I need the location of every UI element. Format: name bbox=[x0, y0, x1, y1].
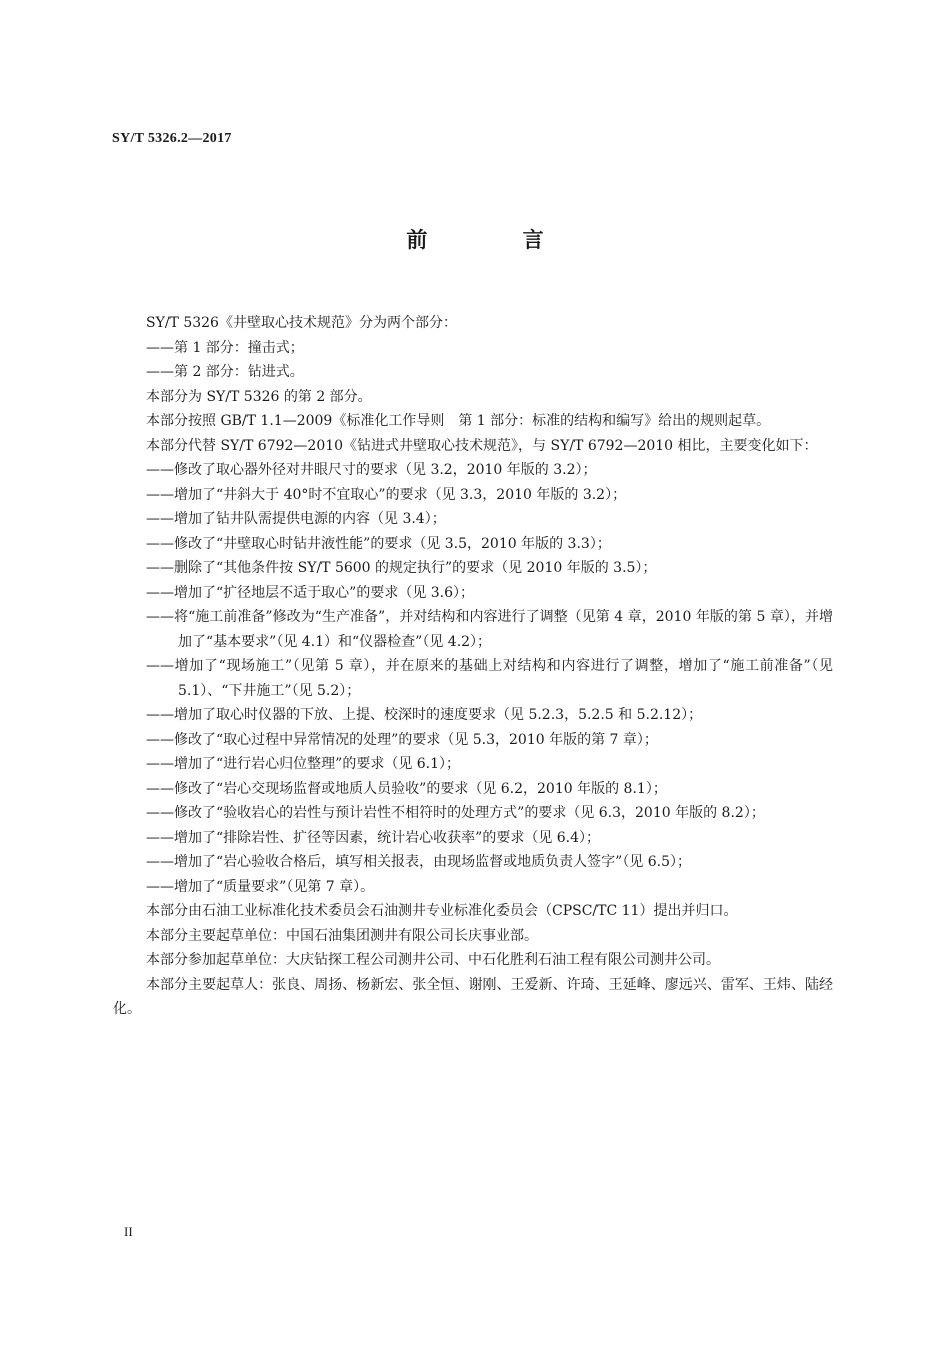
change-item: ——修改了“取心过程中异常情况的处理”的要求（见 5.3，2010 年版的第 7 章）； bbox=[146, 731, 658, 748]
change-item: ——删除了“其他条件按 SY/T 5600 的规定执行”的要求（见 2010 年版的 3.5）； bbox=[146, 560, 657, 576]
intro-paragraph: 本部分为 SY/T 5326 的第 2 部分。 bbox=[146, 388, 372, 405]
intro-paragraph: 本部分按照 GB/T 1.1—2009《标准化工作导则 第 1 部分：标准的结构和编写》给出的规则起草。 bbox=[146, 413, 771, 429]
closing-paragraph: 本部分主要起草单位：中国石油集团测井有限公司长庆事业部。 bbox=[146, 927, 538, 944]
closing-paragraph: 本部分主要起草人：张良、周扬、杨新宏、张全恒、谢刚、王爱新、许琦、王延峰、廖远兴、雷军、王炜、陆经化。 bbox=[113, 976, 833, 1017]
change-item: ——增加了“扩径地层不适于取心”的要求（见 3.6）； bbox=[146, 584, 475, 601]
change-item: ——修改了“井壁取心时钻井液性能”的要求（见 3.5，2010 年版的 3.3）； bbox=[146, 535, 611, 552]
closing-paragraph: 本部分参加起草单位：大庆钻探工程公司测井公司、中石化胜利石油工程有限公司测井公司。 bbox=[146, 952, 720, 968]
change-item: ——将“施工前准备”修改为“生产准备”，并对结构和内容进行了调整（见第 4 章，2010 年版的第 5 章），并增加了“基本要求”（见 4.1）和“仪器检查”（见 4.2）； bbox=[146, 609, 833, 650]
change-item: ——增加了“排除岩性、扩径等因素，统计岩心收获率”的要求（见 6.4）； bbox=[146, 829, 601, 846]
intro-paragraph: 本部分代替 SY/T 6792—2010《钻进式井壁取心技术规范》，与 SY/T 6792—2010 相比，主要变化如下： bbox=[146, 437, 818, 454]
change-item: ——增加了“进行岩心归位整理”的要求（见 6.1）； bbox=[146, 756, 461, 772]
change-item: ——增加了“现场施工”（见第 5 章），并在原来的基础上对结构和内容进行了调整，增加了“施工前准备”（见 5.1）、“下井施工”（见 5.2）； bbox=[146, 658, 833, 699]
document-body bbox=[113, 311, 833, 1022]
change-item: ——增加了“井斜大于 40°时不宜取心”的要求（见 3.3，2010 年版的 3.2）； bbox=[146, 486, 627, 503]
change-item: ——修改了“验收岩心的岩性与预计岩性不相符时的处理方式”的要求（见 6.3，2010 年版的 8.2）； bbox=[146, 805, 765, 821]
part-list-item: ——第 1 部分：撞击式； bbox=[146, 339, 304, 356]
page-title: 前 言 bbox=[406, 228, 588, 252]
closing-paragraph: 本部分由石油工业标准化技术委员会石油测井专业标准化委员会（CPSC/TC 11）提出并归口。 bbox=[146, 903, 738, 919]
change-item: ——增加了钻井队需提供电源的内容（见 3.4）； bbox=[146, 511, 446, 527]
change-item: ——修改了“岩心交现场监督或地质人员验收”的要求（见 6.2，2010 年版的 8.1）； bbox=[146, 780, 667, 797]
standard-number: SY/T 5326.2—2017 bbox=[112, 131, 232, 146]
change-item: ——增加了“岩心验收合格后，填写相关报表，由现场监督或地质负责人签字”（见 6.5）； bbox=[146, 854, 692, 870]
change-item: ——增加了“质量要求”（见第 7 章）。 bbox=[146, 878, 375, 895]
change-item: ——修改了取心器外径对井眼尺寸的要求（见 3.2，2010 年版的 3.2）； bbox=[146, 462, 597, 478]
change-item: ——增加了取心时仪器的下放、上提、校深时的速度要求（见 5.2.3，5.2.5 和 5.2.12）； bbox=[146, 707, 703, 723]
page-number: II bbox=[124, 1224, 133, 1239]
intro-paragraph: SY/T 5326《井壁取心技术规范》分为两个部分： bbox=[146, 315, 457, 331]
part-list-item: ——第 2 部分：钻进式。 bbox=[146, 364, 304, 380]
